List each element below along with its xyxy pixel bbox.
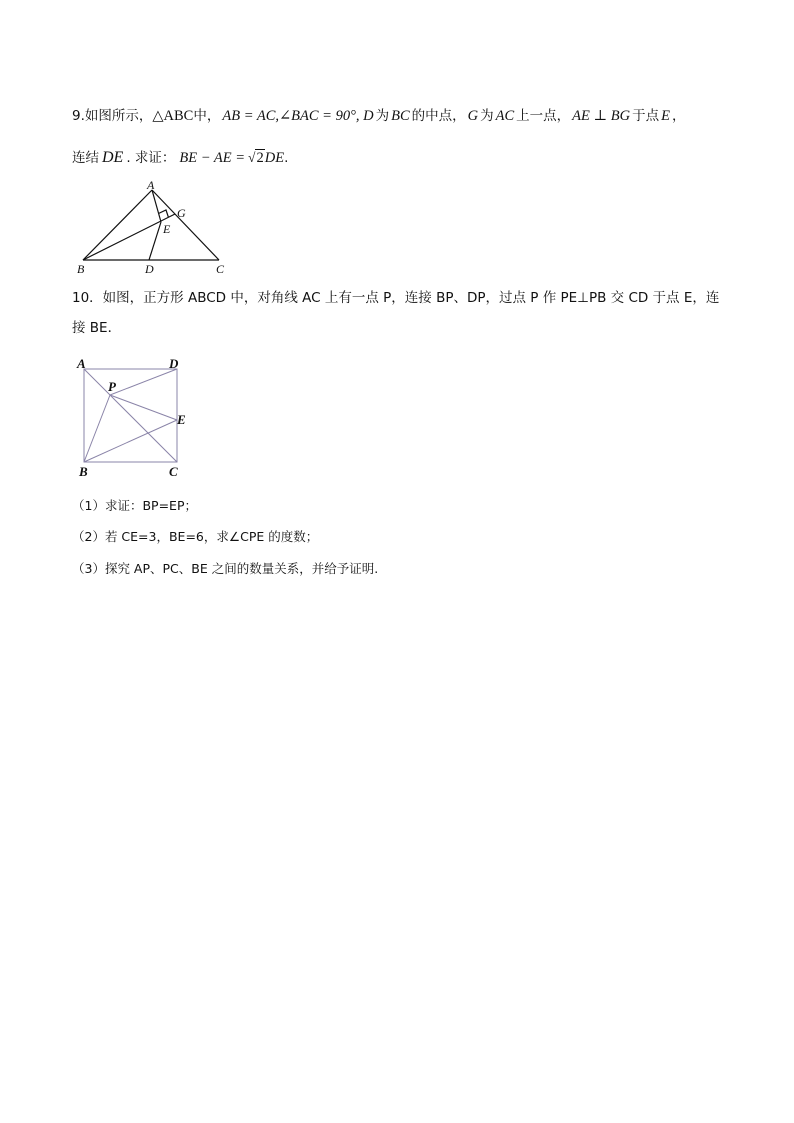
q9-de2: DE [264,150,285,166]
q9-text: 于点 [632,108,660,124]
q10-subquestion-2: （2）若 CE=3，BE=6，求∠CPE 的度数； [72,529,319,544]
q10-label-a: A [77,356,86,371]
q10-subquestion-1: （1）求证：BP=EP； [72,498,197,513]
q9-perp: AE ⊥ BG [572,108,631,124]
q10-diagonal-ac [84,369,177,462]
q9-label-e: E [163,222,171,236]
q9-radicand: 2 [256,150,264,166]
q9-text: . [284,150,289,166]
q9-label-c: C [216,262,225,276]
q9-sqrt-symbol: √ [248,150,256,165]
q9-text: 连结 [72,150,99,166]
q9-text: ， [671,108,686,124]
q9-expression: BE − AE = [179,150,246,166]
q10-line1: 10．如图，正方形 ABCD 中，对角线 AC 上有一点 P，连接 BP、DP，过点 P 作 PE⊥PB 交 CD 于点 E，连 [72,290,720,306]
q9-text: . 求证： [126,150,176,166]
q9-label-d: D [145,262,154,276]
q9-ac: AC [495,108,515,124]
q9-number: 9. [72,108,85,124]
q9-label-b: B [77,262,85,276]
q9-text: 中， [193,108,221,124]
q9-de: DE [102,149,124,166]
q10-label-b: B [79,464,88,479]
q9-line2 [72,148,288,168]
q9-line1 [72,106,685,126]
q9-segment-ab [83,190,152,260]
q10-label-c: C [169,464,178,479]
q9-text: 上一点， [516,108,571,124]
q10-figure [74,354,194,479]
q10-subquestion-3: （3）探究 AP、PC、BE 之间的数量关系，并给予证明. [72,561,379,576]
q10-label-p: P [108,379,116,394]
q9-g: G [467,108,479,124]
q9-label-a: A [147,180,155,192]
q9-triangle: △ABC [152,108,194,124]
q9-text: 的中点， [411,108,466,124]
q9-condition: AB = AC,∠BAC = 90°, D [222,108,374,124]
q9-text: 为 [480,108,494,124]
q9-segment-de [149,222,161,260]
q9-text: 如图所示， [84,108,153,124]
q10-label-d: D [169,356,179,371]
q10-segment-dp [110,369,177,395]
q9-text: 为 [375,108,390,124]
q10-label-e: E [177,412,186,427]
q9-figure [72,180,242,276]
q9-label-g: G [177,206,186,220]
q10-segment-pe [110,395,177,420]
q10-line2: 接 BE． [72,320,122,336]
q9-bc: BC [391,108,410,124]
q9-e: E [661,108,670,124]
